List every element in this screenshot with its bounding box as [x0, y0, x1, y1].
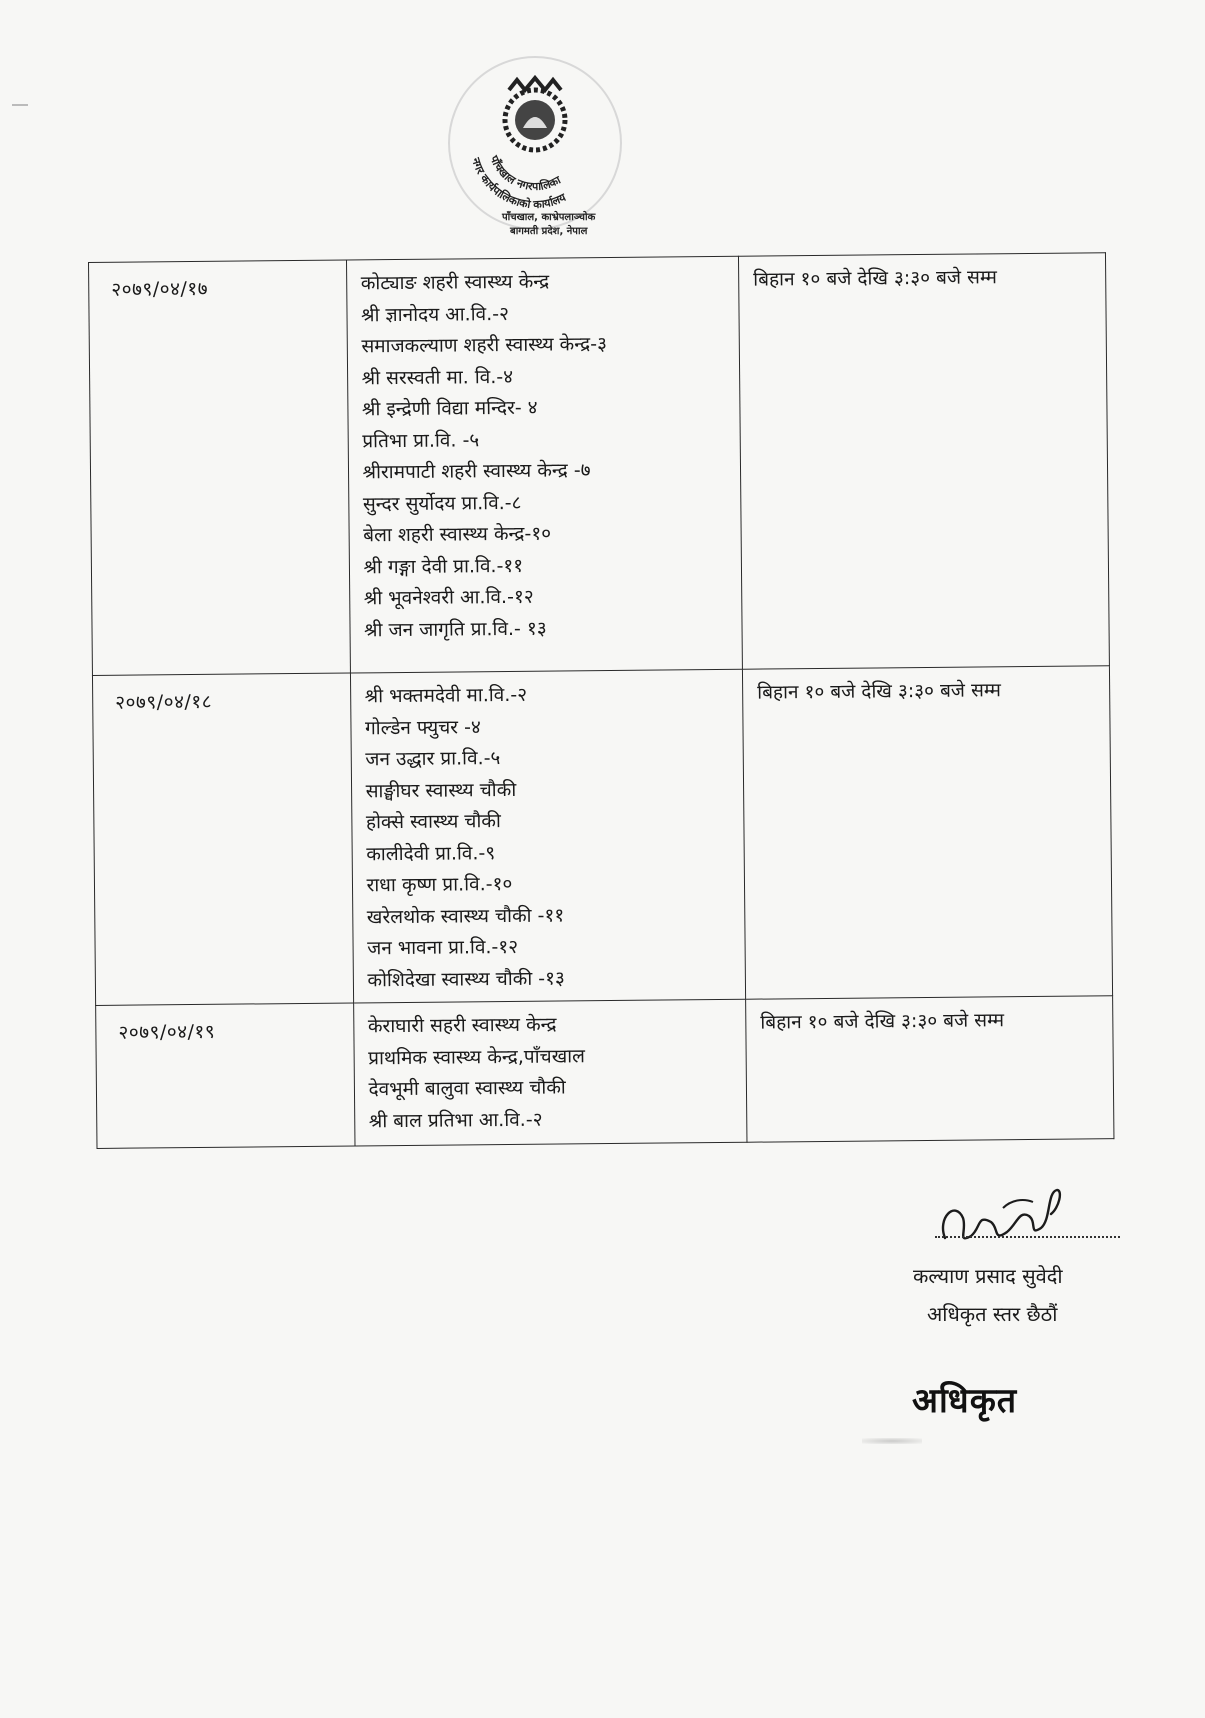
date-text: २०७९/०४/१८ [115, 690, 213, 714]
list-item: श्री जन जागृति प्रा.वि.- १३ [364, 617, 547, 641]
time-cell [739, 253, 1110, 670]
schedule-table [88, 252, 1114, 1149]
margin-mark [12, 104, 28, 106]
table-row [92, 666, 1112, 1006]
list-item: प्रतिभा प्रा.वि. -५ [362, 428, 480, 452]
places-cell [350, 669, 746, 1003]
list-item: श्री सरस्वती मा. वि.-४ [361, 365, 514, 389]
seal-text-line4: बागमती प्रदेश, नेपाल [510, 226, 588, 237]
municipality-seal [440, 48, 630, 238]
seal-text-top: पाँचखाल नगरपालिका [487, 153, 563, 194]
list-item: कालीदेवी प्रा.वि.-९ [366, 841, 496, 865]
date-text: २०७९/०४/१९ [118, 1020, 216, 1044]
date-cell [96, 1003, 355, 1148]
list-item: श्रीरामपाटी शहरी स्वास्थ्य केन्द्र -७ [362, 459, 591, 484]
list-item: समाजकल्याण शहरी स्वास्थ्य केन्द्र-३ [361, 333, 608, 358]
list-item: जन भावना प्रा.वि.-१२ [367, 935, 519, 960]
places-cell [353, 999, 747, 1146]
list-item: केराघारी सहरी स्वास्थ्य केन्द्र [367, 1013, 557, 1038]
list-item: सुन्दर सुर्योदय प्रा.वि.-८ [362, 491, 522, 515]
list-item: बेला शहरी स्वास्थ्य केन्द्र-१० [363, 522, 552, 547]
places-cell [346, 256, 742, 673]
time-text: बिहान १० बजे देखि ३:३० बजे सम्म [757, 679, 1002, 704]
list-item: श्री इन्द्रेणी विद्या मन्दिर- ४ [361, 396, 538, 421]
list-item: राधा कृष्ण प्रा.वि.-१० [366, 872, 513, 897]
time-text: बिहान १० बजे देखि ३:३० बजे सम्म [753, 266, 998, 291]
seal-emblem [505, 78, 565, 150]
seal-text-line2: नगर कार्यपालिकाको कार्यालय [469, 156, 568, 212]
signatory-name: कल्याण प्रसाद सुवेदी [913, 1264, 1063, 1288]
official-stamp: अधिकृत [912, 1381, 1018, 1421]
ink-smudge [862, 1438, 922, 1444]
table-row [89, 253, 1110, 676]
list-item: कोशिदेखा स्वास्थ्य चौकी -१३ [367, 966, 565, 991]
list-item: कोट्याङ शहरी स्वास्थ्य केन्द्र [360, 270, 550, 295]
list-item: जन उद्धार प्रा.वि.-५ [365, 747, 501, 771]
table-row [96, 996, 1114, 1149]
list-item: गोल्डेन फ्युचर -४ [364, 715, 481, 739]
time-text: बिहान १० बजे देखि ३:३० बजे सम्म [760, 1009, 1005, 1034]
list-item: श्री भूवनेश्वरी आ.वि.-१२ [363, 585, 534, 610]
list-item: देवभूमी बालुवा स्वास्थ्य चौकी [368, 1076, 566, 1101]
list-item: श्री ज्ञानोदय आ.वि.-२ [360, 302, 510, 326]
time-cell [746, 996, 1114, 1143]
list-item: प्राथमिक स्वास्थ्य केन्द्र,पाँचखाल [368, 1044, 586, 1069]
list-item: होक्से स्वास्थ्य चौकी [365, 810, 501, 834]
list-item: श्री बाल प्रतिभा आ.वि.-२ [368, 1108, 543, 1132]
date-cell [89, 260, 351, 675]
list-item: श्री गङ्गा देवी प्रा.वि.-११ [363, 554, 524, 578]
seal-text-line3: पाँचखाल, काभ्रेपलाञ्चोक [502, 212, 596, 223]
handwritten-signature [933, 1178, 1068, 1256]
list-item: श्री भक्तमदेवी मा.वि.-२ [364, 683, 528, 708]
signatory-title: अधिकृत स्तर छैठौं [927, 1302, 1058, 1326]
date-cell [92, 673, 353, 1005]
list-item: साङ्घीघर स्वास्थ्य चौकी [365, 778, 517, 802]
signature-line [935, 1236, 1120, 1238]
date-text: २०७९/०४/१७ [111, 277, 209, 301]
list-item: खरेलथोक स्वास्थ्य चौकी -११ [366, 903, 565, 928]
time-cell [742, 666, 1112, 1000]
